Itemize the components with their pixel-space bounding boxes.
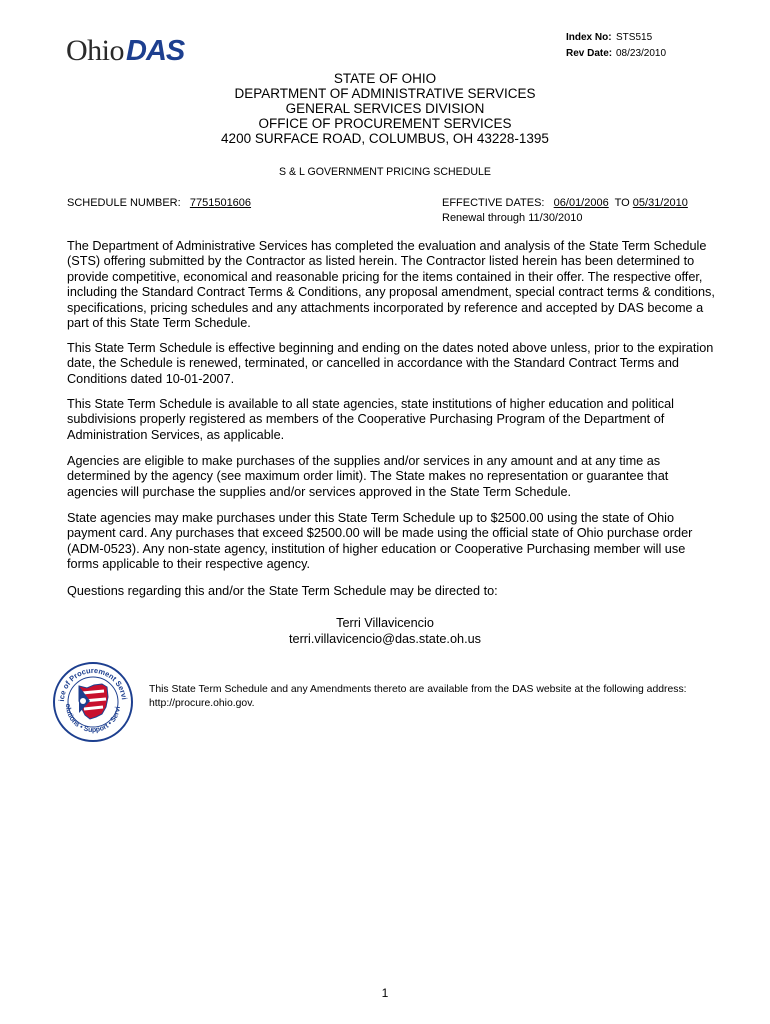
seal-bottom-text: olutions • Support • Servi	[63, 703, 122, 735]
renewal-text: Renewal through 11/30/2010	[442, 212, 583, 224]
title-line: 4200 SURFACE ROAD, COLUMBUS, OH 43228-1395	[221, 131, 549, 146]
ohio-das-logo	[66, 34, 190, 70]
contact-block	[0, 615, 770, 647]
schedule-number-label: SCHEDULE NUMBER:	[67, 197, 181, 209]
procurement-seal-icon	[52, 661, 134, 743]
date-start: 06/01/2006	[553, 197, 609, 209]
title-line: OFFICE OF PROCUREMENT SERVICES	[258, 116, 512, 131]
rev-value: 08/23/2010	[616, 48, 667, 59]
title-block	[0, 71, 770, 146]
index-value: STS515	[616, 32, 653, 43]
rev-label: Rev Date:	[566, 48, 613, 59]
paragraph: Agencies are eligible to make purchases of the supplies and/or services in any amount and at any time as determined by the agency (see maximum order limit). The State makes no representation or guarantee that agencies will purchase the supplies and/or services approved in the State Term Schedule.	[67, 454, 669, 499]
website-note: This State Term Schedule and any Amendments thereto are available from the DAS website at the following address: http://procure.ohio.gov.	[149, 684, 687, 709]
logo-ohio-text: Ohio	[66, 34, 124, 67]
logo-das-text: DAS	[126, 35, 185, 67]
paragraph: This State Term Schedule is available to all state agencies, state institutions of higher education and political subdivisions properly registered as members of the Cooperative Purchasing Program of the Department of Administration Services, as applicable.	[67, 397, 675, 442]
schedule-number	[67, 197, 251, 209]
title-line: GENERAL SERVICES DIVISION	[285, 101, 485, 116]
contact-email: terri.villavicencio@das.state.oh.us	[289, 632, 481, 646]
contact-name: Terri Villavicencio	[336, 616, 434, 630]
rev-date	[566, 48, 666, 59]
effective-dates	[442, 197, 688, 209]
title-line: DEPARTMENT OF ADMINISTRATIVE SERVICES	[234, 86, 536, 101]
effective-dates-label: EFFECTIVE DATES:	[442, 197, 545, 209]
page-number: 1	[381, 986, 389, 1000]
schedule-number-value: 7751501606	[189, 197, 252, 209]
date-end: 05/31/2010	[632, 197, 688, 209]
index-label: Index No:	[566, 32, 612, 43]
to-label: TO	[614, 197, 630, 209]
paragraph: The Department of Administrative Services has completed the evaluation and analysis of the State Term Schedule (STS) offering submitted by the Contractor as listed herein. The Contractor listed herein has been determined to provide competitive, economical and reasonable pricing for the items contained in their offer. The respective offer, including the Standard Contract Terms & Conditions, any proposal amendment, special contract terms & conditions, specifications, pricing schedules and any attachments incorporated by reference and accepted by DAS become a part of this State Term Schedule.	[67, 239, 715, 331]
title-line: STATE OF OHIO	[333, 71, 437, 86]
seal-top-text: ice of Procurement Servi	[56, 665, 129, 702]
schedule-title: S & L GOVERNMENT PRICING SCHEDULE	[279, 166, 491, 178]
paragraph: Questions regarding this and/or the State Term Schedule may be directed to:	[67, 584, 498, 598]
paragraph: State agencies may make purchases under this State Term Schedule up to $2500.00 using the state of Ohio payment card. Any purchases that exceed $2500.00 will be made using the official state of Ohio purchase order (ADM-0523). Any non-state agency, institution of higher education or Cooperative Purchasing member will use forms applicable to their respective agency.	[67, 511, 693, 572]
paragraph: This State Term Schedule is effective beginning and ending on the dates noted above unless, prior to the expiration date, the Schedule is renewed, terminated, or cancelled in accordance with the Standard Contract Terms and Conditions dated 10-01-2007.	[67, 341, 714, 386]
index-number	[566, 32, 652, 43]
